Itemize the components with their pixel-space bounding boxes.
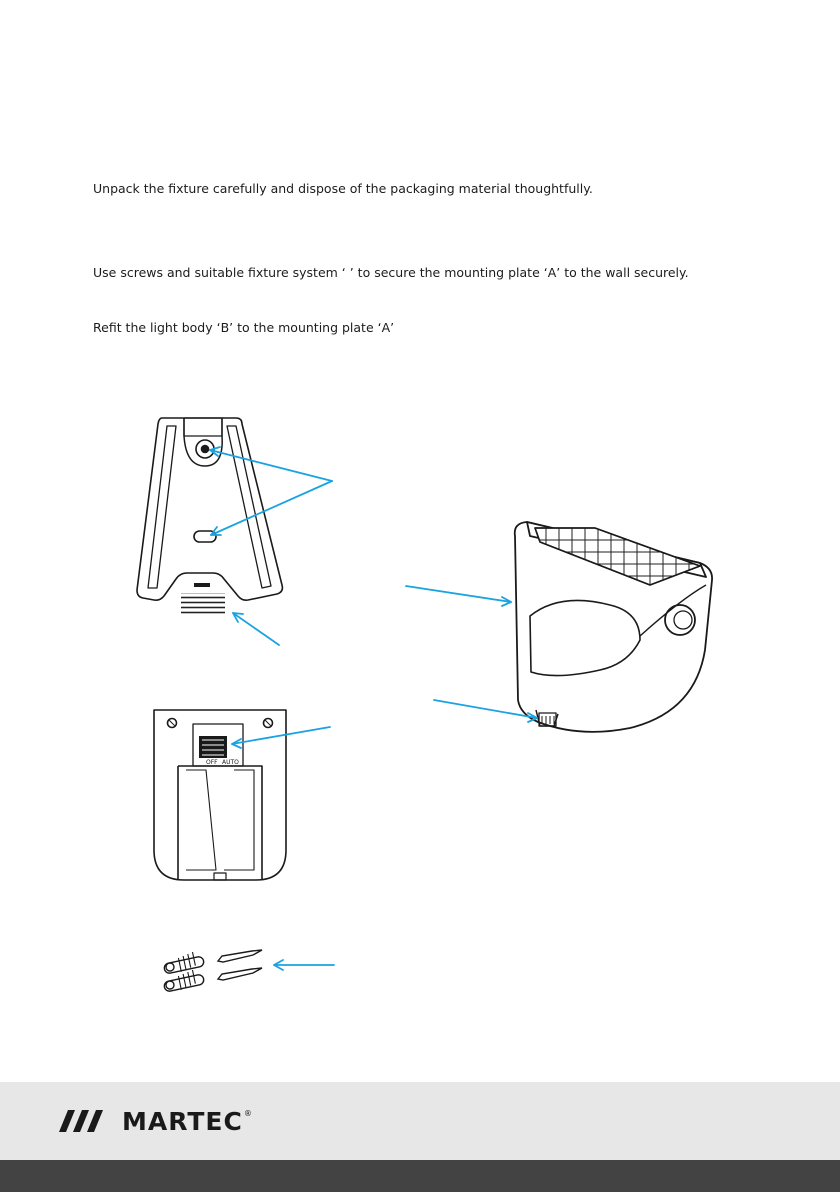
martec-slashes-icon xyxy=(58,1108,116,1134)
mounting-plate-icon xyxy=(137,418,282,615)
instruction-secure-plate: Use screws and suitable fixture system ‘ ’ to secure the mounting plate ‘A’ to the wall securely. xyxy=(93,265,689,280)
screws-and-plugs-icon xyxy=(163,950,262,992)
callout-arrows xyxy=(210,447,537,970)
body-arrow xyxy=(406,586,511,606)
brand-logo xyxy=(58,1104,252,1138)
solar-light-icon xyxy=(515,522,712,732)
switch-off-label: OFF xyxy=(206,759,218,766)
light-body-back-icon xyxy=(154,710,286,880)
screws-arrow xyxy=(274,960,334,970)
instruction-unpack: Unpack the fixture carefully and dispose of the packaging material thoughtfully. xyxy=(93,181,593,196)
plate-holes-arrow xyxy=(210,447,332,535)
instruction-refit-body: Refit the light body ‘B’ to the mounting plate ‘A’ xyxy=(93,320,395,335)
back-switch-arrow xyxy=(232,727,330,748)
footer-bar xyxy=(0,1160,840,1192)
brand-name: MARTEC xyxy=(122,1106,243,1136)
registered-mark: ® xyxy=(243,1108,252,1118)
switch-auto-label: AUTO xyxy=(222,759,239,766)
plate-bottom-arrow xyxy=(233,613,279,645)
